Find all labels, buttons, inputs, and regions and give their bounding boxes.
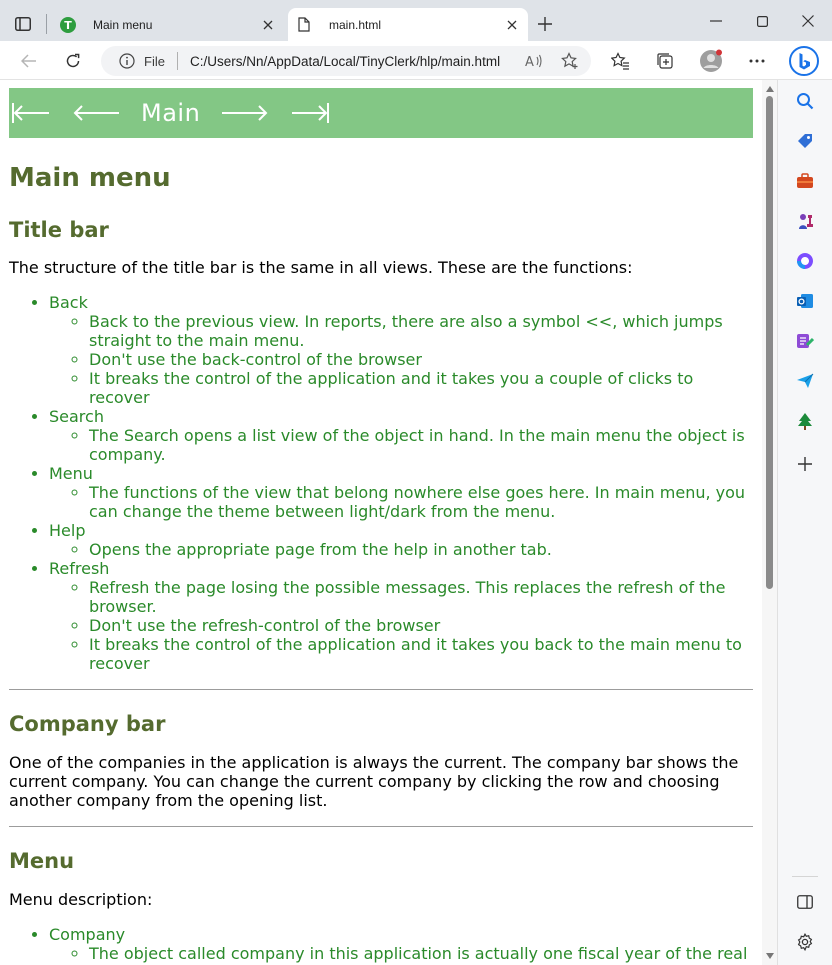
- bing-button[interactable]: [788, 45, 820, 77]
- tab-actions-icon[interactable]: [8, 9, 38, 39]
- scroll-thumb[interactable]: [766, 96, 773, 589]
- next-page-arrow-icon[interactable]: [222, 101, 268, 125]
- list-item-label: Menu: [49, 464, 93, 483]
- sidebar-separator: [792, 876, 818, 877]
- prev-page-arrow-icon[interactable]: [73, 101, 119, 125]
- list-item: ◦ Don't use the refresh-control of the browser: [89, 616, 753, 635]
- address-separator: [177, 52, 178, 70]
- close-window-button[interactable]: [793, 8, 823, 34]
- add-favorite-icon[interactable]: [561, 52, 579, 70]
- help-page: [9, 88, 753, 963]
- list-item-label: Company: [49, 925, 126, 944]
- list-item-menu: [49, 464, 753, 521]
- maximize-button[interactable]: [747, 8, 777, 34]
- title-bar-intro: The structure of the title bar is the same in all views. These are the functions:: [9, 258, 633, 277]
- outlook-icon[interactable]: [794, 290, 816, 312]
- list-item: ◦ The functions of the view that belong nowhere else goes here. In main menu, you can change the theme between light/dark from the menu.: [89, 483, 753, 521]
- close-icon[interactable]: [260, 17, 276, 33]
- list-item: ◦ Refresh the page losing the possible messages. This replaces the refresh of the browser.: [89, 578, 753, 616]
- list-item-help: [49, 521, 753, 559]
- list-item: ◦ Back to the previous view. In reports, there are also a symbol <<, which jumps straight to the main menu.: [89, 312, 753, 350]
- page-viewport: [0, 80, 777, 965]
- list-item-label: Refresh: [49, 559, 110, 578]
- avatar-icon: [699, 49, 723, 73]
- designer-icon[interactable]: [794, 330, 816, 352]
- list-item-label: Back: [49, 293, 88, 312]
- page-scrollbar[interactable]: [762, 80, 777, 965]
- navbar-title[interactable]: Main: [141, 99, 201, 127]
- split-screen-icon[interactable]: [794, 891, 816, 913]
- add-icon[interactable]: [794, 453, 816, 475]
- list-item-label: Help: [49, 521, 86, 540]
- collections-button[interactable]: [650, 46, 680, 76]
- first-page-arrow-icon[interactable]: [11, 101, 49, 125]
- close-icon: [802, 15, 814, 27]
- tab-separator: [46, 14, 47, 34]
- search-icon[interactable]: [794, 90, 816, 112]
- divider: [9, 689, 753, 690]
- list-item: ◦ Opens the appropriate page from the help in another tab.: [89, 540, 753, 559]
- list-item-company: [49, 925, 753, 963]
- tab-title: main.html: [329, 17, 382, 32]
- minimize-icon: [710, 20, 722, 22]
- list-item: ◦ It breaks the control of the application and it takes you a couple of clicks to recover: [89, 369, 753, 407]
- list-item-refresh: [49, 559, 753, 673]
- refresh-button[interactable]: [58, 46, 88, 76]
- menu-heading: Menu: [9, 849, 75, 873]
- menu-intro: Menu description:: [9, 890, 153, 909]
- scroll-down-arrow-icon[interactable]: [765, 951, 774, 960]
- plus-icon: [538, 17, 552, 31]
- settings-gear-icon[interactable]: [794, 931, 816, 953]
- url-text[interactable]: C:/Users/Nn/AppData/Local/TinyClerk/hlp/main.html: [189, 53, 501, 69]
- send-icon[interactable]: [794, 370, 816, 392]
- refresh-icon: [65, 53, 81, 69]
- svg-text:A: A: [525, 55, 534, 69]
- tree-icon[interactable]: [794, 410, 816, 432]
- games-icon[interactable]: [794, 210, 816, 232]
- minimize-button[interactable]: [701, 8, 731, 34]
- list-item-back: [49, 293, 753, 407]
- list-item: ◦ The Search opens a list view of the object in hand. In the main menu the object is company.: [89, 426, 753, 464]
- title-bar-functions-list: [49, 293, 753, 673]
- address-bar[interactable]: [101, 46, 591, 76]
- browser-toolbar: [0, 41, 832, 80]
- info-icon: [119, 53, 135, 69]
- list-item: ◦ The object called company in this application is actually one fiscal year of the real: [89, 944, 753, 963]
- collections-icon: [656, 52, 674, 70]
- company-bar-heading: Company bar: [9, 712, 166, 736]
- scroll-up-arrow-icon[interactable]: [765, 84, 774, 93]
- tinyclerk-icon: [60, 17, 76, 33]
- list-item: ◦ It breaks the control of the application and it takes you back to the main menu to recover: [89, 635, 753, 673]
- arrow-left-icon: [21, 54, 37, 68]
- menu-list: [49, 925, 753, 963]
- back-button[interactable]: [14, 46, 44, 76]
- title-bar-heading: Title bar: [9, 218, 109, 242]
- list-item-label: Search: [49, 407, 104, 426]
- svg-text:T: T: [64, 18, 72, 32]
- company-bar-text: One of the companies in the application is always the current. The company bar shows the current company. You can change the current company by clicking the row and choosing another company from the opening list.: [9, 753, 739, 810]
- page-title: Main menu: [9, 163, 171, 193]
- profile-button[interactable]: [696, 46, 726, 76]
- favorites-button[interactable]: [605, 46, 635, 76]
- microsoft365-icon[interactable]: [794, 250, 816, 272]
- last-page-arrow-icon[interactable]: [292, 101, 330, 125]
- close-icon[interactable]: [504, 17, 520, 33]
- favorites-icon: [611, 52, 629, 70]
- page-icon: [296, 17, 312, 33]
- bing-icon: [789, 46, 819, 76]
- tab-main-html[interactable]: [288, 8, 528, 41]
- read-aloud-icon[interactable]: [525, 52, 543, 70]
- list-item-search: [49, 407, 753, 464]
- page-navbar: [9, 88, 753, 138]
- divider: [9, 826, 753, 827]
- tab-main-menu[interactable]: [52, 8, 284, 41]
- browser-sidebar: [777, 80, 832, 965]
- maximize-icon: [757, 16, 768, 27]
- list-item: ◦ Don't use the back-control of the browser: [89, 350, 753, 369]
- tab-strip: [0, 0, 832, 41]
- more-icon: [749, 59, 765, 63]
- shopping-tag-icon[interactable]: [794, 130, 816, 152]
- scheme-label: File: [144, 53, 165, 69]
- new-tab-button[interactable]: [534, 13, 556, 35]
- tab-title: Main menu: [93, 17, 153, 32]
- tools-icon[interactable]: [794, 170, 816, 192]
- more-options-button[interactable]: [742, 46, 772, 76]
